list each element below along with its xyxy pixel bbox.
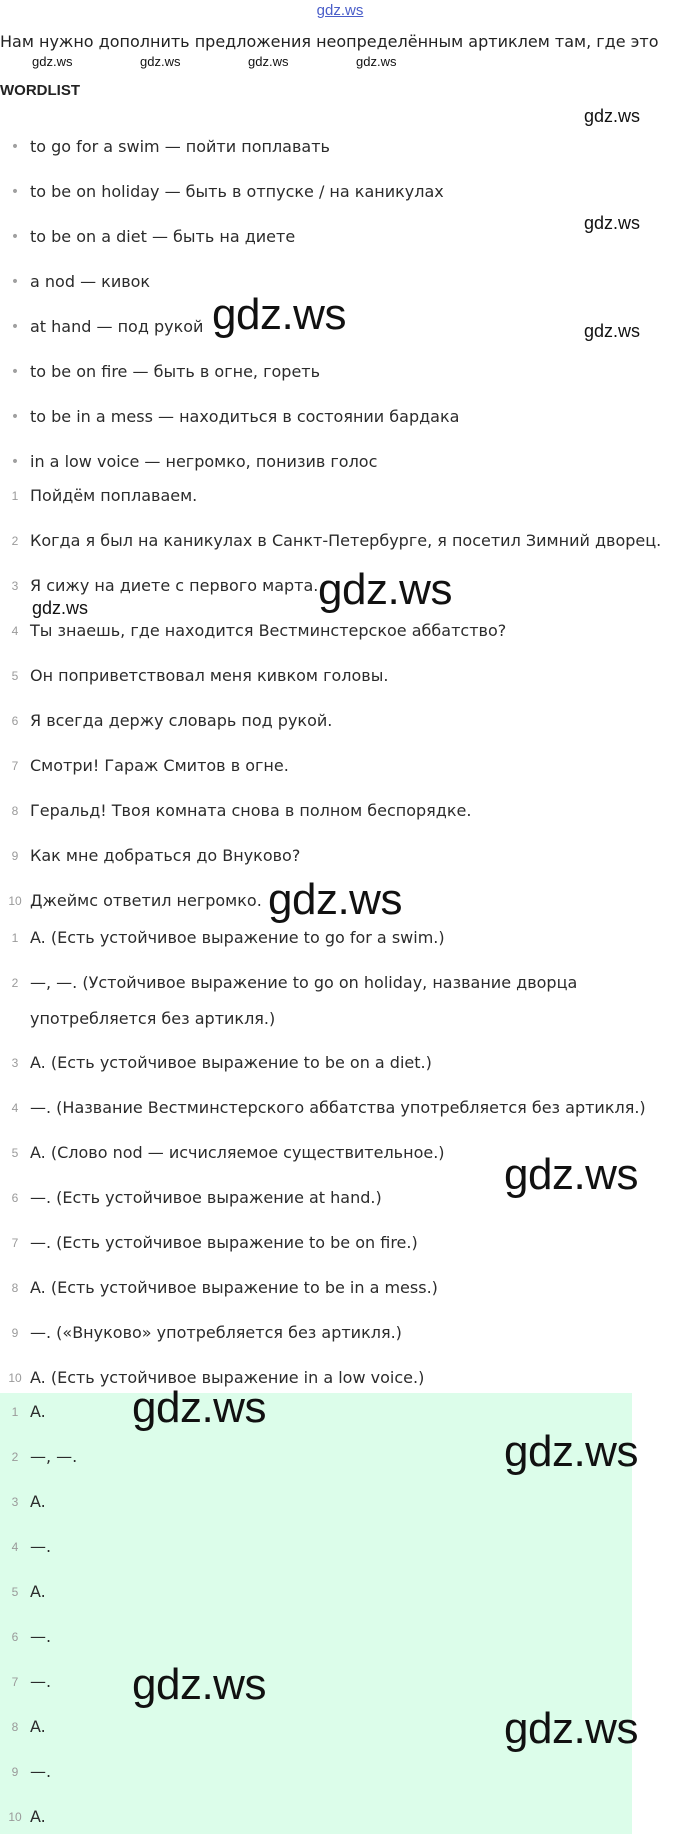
list-item bbox=[0, 1794, 680, 1839]
list-item bbox=[0, 169, 680, 214]
list-item bbox=[0, 394, 680, 439]
list-item-text: A. bbox=[30, 1582, 46, 1601]
list-item bbox=[0, 1310, 680, 1355]
list-item-text: —. bbox=[30, 1537, 52, 1556]
list-item bbox=[0, 1220, 680, 1265]
list-item bbox=[0, 788, 680, 833]
bullet-icon: • bbox=[10, 228, 20, 245]
item-number: 8 bbox=[11, 1280, 19, 1295]
item-number: 6 bbox=[11, 1629, 19, 1644]
watermark: gdz.ws bbox=[32, 598, 89, 618]
watermark-row bbox=[0, 54, 680, 72]
list-item-text: A. (Есть устойчивое выражение to be in a mess.) bbox=[30, 1278, 438, 1297]
watermark: gdz.ws bbox=[318, 565, 452, 614]
list-item bbox=[0, 653, 680, 698]
list-item-text: to be on holiday — быть в отпуске / на каникулах bbox=[30, 182, 444, 201]
list-item bbox=[0, 1659, 680, 1704]
list-item bbox=[0, 698, 680, 743]
item-number: 9 bbox=[11, 848, 19, 863]
list-item bbox=[0, 833, 680, 878]
item-number: 2 bbox=[11, 533, 19, 548]
bullet-icon: • bbox=[10, 138, 20, 155]
watermark: gdz.ws bbox=[32, 54, 73, 69]
bullet-icon: • bbox=[10, 318, 20, 335]
list-item bbox=[0, 743, 680, 788]
watermark: gdz.ws bbox=[504, 1150, 638, 1199]
item-number: 2 bbox=[11, 975, 19, 990]
bullet-icon: • bbox=[10, 453, 20, 470]
bullet-icon: • bbox=[10, 408, 20, 425]
item-number: 4 bbox=[11, 623, 19, 638]
list-item bbox=[0, 1040, 680, 1085]
list-item-text: at hand — под рукой bbox=[30, 317, 204, 336]
list-item-text: —, —. (Устойчивое выражение to go on holiday, название дворца bbox=[30, 973, 578, 992]
list-item-text: A. (Есть устойчивое выражение to go for a swim.) bbox=[30, 928, 445, 947]
list-item-text: —. («Внуково» употребляется без артикля.) bbox=[30, 1323, 402, 1342]
list-item-text: —. (Есть устойчивое выражение at hand.) bbox=[30, 1188, 382, 1207]
item-number: 4 bbox=[11, 1539, 19, 1554]
list-item-text: Геральд! Твоя комната снова в полном беспорядке. bbox=[30, 801, 472, 820]
list-item-text: Я сижу на диете с первого марта. bbox=[30, 576, 319, 595]
list-item-text: A. bbox=[30, 1492, 46, 1511]
list-item bbox=[0, 1265, 680, 1310]
watermark: gdz.ws bbox=[584, 321, 641, 341]
list-item-text: употребляется без артикля.) bbox=[30, 1009, 276, 1028]
list-item bbox=[0, 1479, 680, 1524]
list-item-text: Джеймс ответил негромко. bbox=[30, 891, 262, 910]
list-item bbox=[0, 349, 680, 394]
item-number: 4 bbox=[11, 1100, 19, 1115]
list-item-text: A. bbox=[30, 1807, 46, 1826]
list-item bbox=[0, 1749, 680, 1794]
item-number: 3 bbox=[11, 578, 19, 593]
item-number: 8 bbox=[11, 803, 19, 818]
list-item-text: A. bbox=[30, 1717, 46, 1736]
list-item bbox=[0, 1569, 680, 1614]
list-item-text: Я всегда держу словарь под рукой. bbox=[30, 711, 333, 730]
list-item-text: a nod — кивок bbox=[30, 272, 151, 291]
item-number: 1 bbox=[11, 930, 19, 945]
watermark: gdz.ws bbox=[356, 54, 397, 69]
list-item-text: —. (Название Вестминстерского аббатства употребляется без артикля.) bbox=[30, 1098, 646, 1117]
bullet-icon: • bbox=[10, 363, 20, 380]
list-item bbox=[0, 518, 680, 563]
list-item bbox=[0, 1614, 680, 1659]
item-number: 1 bbox=[11, 1404, 19, 1419]
item-number: 6 bbox=[11, 713, 19, 728]
list-item-text: —. bbox=[30, 1762, 52, 1781]
list-item-text: —. bbox=[30, 1627, 52, 1646]
item-number: 8 bbox=[11, 1719, 19, 1734]
list-item-text: in a low voice — негромко, понизив голос bbox=[30, 452, 378, 471]
list-item-text: to be on a diet — быть на диете bbox=[30, 227, 296, 246]
item-number: 10 bbox=[8, 1370, 22, 1385]
item-number: 2 bbox=[11, 1449, 19, 1464]
item-number: 3 bbox=[11, 1055, 19, 1070]
bullet-icon: • bbox=[10, 273, 20, 290]
item-number: 10 bbox=[8, 1809, 22, 1824]
list-item-text: Пойдём поплаваем. bbox=[30, 486, 198, 505]
wordlist-title: WORDLIST bbox=[0, 82, 80, 99]
bullet-icon: • bbox=[10, 183, 20, 200]
item-number: 3 bbox=[11, 1494, 19, 1509]
item-number: 7 bbox=[11, 1235, 19, 1250]
list-item bbox=[0, 1085, 680, 1130]
item-number: 1 bbox=[11, 488, 19, 503]
list-item-continuation bbox=[0, 996, 680, 1041]
list-item bbox=[0, 473, 680, 518]
list-item-text: to be in a mess — находиться в состоянии бардака bbox=[30, 407, 460, 426]
list-item-text: —. bbox=[30, 1672, 52, 1691]
list-item-text: A. (Слово nod — исчисляемое существительное.) bbox=[30, 1143, 445, 1162]
watermark: gdz.ws bbox=[248, 54, 289, 69]
site-logo-link[interactable]: gdz.ws bbox=[316, 2, 364, 19]
watermark: gdz.ws bbox=[268, 875, 402, 924]
watermark: gdz.ws bbox=[584, 106, 641, 126]
watermark: gdz.ws bbox=[504, 1704, 638, 1753]
list-item-text: Он поприветствовал меня кивком головы. bbox=[30, 666, 389, 685]
list-item-text: A. bbox=[30, 1402, 46, 1421]
list-item-text: Смотри! Гараж Смитов в огне. bbox=[30, 756, 289, 775]
watermark: gdz.ws bbox=[132, 1383, 266, 1432]
item-number: 9 bbox=[11, 1325, 19, 1340]
watermark: gdz.ws bbox=[212, 290, 346, 339]
item-number: 9 bbox=[11, 1764, 19, 1779]
list-item-text: Когда я был на каникулах в Санкт-Петербурге, я посетил Зимний дворец. bbox=[30, 531, 662, 550]
watermark: gdz.ws bbox=[132, 1660, 266, 1709]
list-item-text: to go for a swim — пойти поплавать bbox=[30, 137, 330, 156]
list-item-text: —. (Есть устойчивое выражение to be on fire.) bbox=[30, 1233, 418, 1252]
list-item-text: Ты знаешь, где находится Вестминстерское аббатство? bbox=[30, 621, 507, 640]
list-item-text: to be on fire — быть в огне, гореть bbox=[30, 362, 321, 381]
watermark: gdz.ws bbox=[504, 1427, 638, 1476]
list-item bbox=[0, 124, 680, 169]
watermark: gdz.ws bbox=[140, 54, 181, 69]
list-item-text: A. (Есть устойчивое выражение in a low voice.) bbox=[30, 1368, 425, 1387]
watermark: gdz.ws bbox=[584, 213, 641, 233]
list-item bbox=[0, 1524, 680, 1569]
item-number: 5 bbox=[11, 668, 19, 683]
item-number: 5 bbox=[11, 1145, 19, 1160]
task-intro: Нам нужно дополнить предложения неопределённым артиклем там, где это bbox=[0, 32, 659, 51]
list-item-text: A. (Есть устойчивое выражение to be on a diet.) bbox=[30, 1053, 432, 1072]
item-number: 10 bbox=[8, 893, 22, 908]
item-number: 7 bbox=[11, 758, 19, 773]
list-item-text: —, —. bbox=[30, 1447, 78, 1466]
list-item bbox=[0, 214, 680, 259]
item-number: 6 bbox=[11, 1190, 19, 1205]
item-number: 7 bbox=[11, 1674, 19, 1689]
item-number: 5 bbox=[11, 1584, 19, 1599]
list-item-text: Как мне добраться до Внуково? bbox=[30, 846, 301, 865]
